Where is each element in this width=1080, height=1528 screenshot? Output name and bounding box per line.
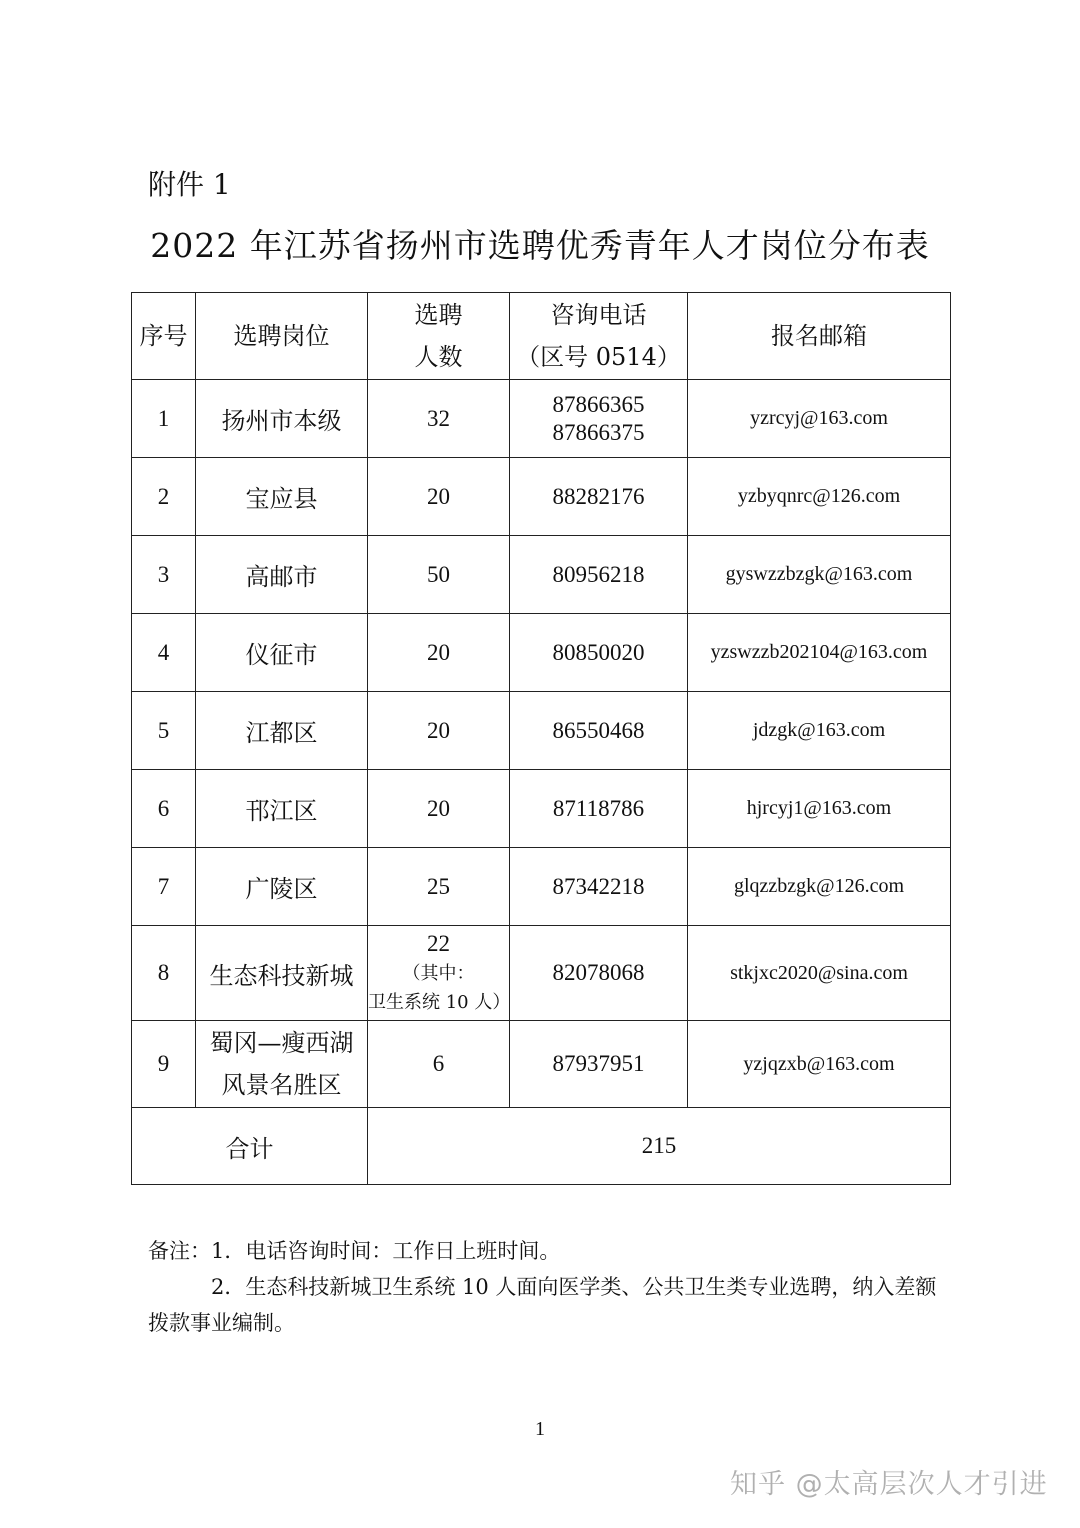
row-position: 高邮市 (196, 536, 368, 614)
position-distribution-table (131, 292, 951, 1185)
row-seq: 8 (132, 926, 196, 1021)
total-value: 215 (368, 1108, 951, 1185)
header-count-line1: 选聘 (414, 301, 463, 329)
row-seq: 9 (132, 1021, 196, 1108)
row-position (196, 1021, 368, 1108)
row-count-value: 22 (427, 931, 450, 956)
row-phone: 82078068 (510, 926, 688, 1021)
row-count: 20 (368, 614, 510, 692)
row-phone: 87937951 (510, 1021, 688, 1108)
row-email: yzswzzb202104@163.com (688, 614, 951, 692)
row-seq: 5 (132, 692, 196, 770)
row-count: 6 (368, 1021, 510, 1108)
row-seq: 6 (132, 770, 196, 848)
row-email: hjrcyj1@163.com (688, 770, 951, 848)
table-row (132, 458, 951, 536)
header-phone-line2: （区号 0514） (516, 343, 681, 371)
row-phone: 80956218 (510, 536, 688, 614)
row-count: 20 (368, 770, 510, 848)
row-email: stkjxc2020@sina.com (688, 926, 951, 1021)
row-count: 20 (368, 458, 510, 536)
attachment-label: 附件 1 (148, 168, 231, 201)
row-email: jdzgk@163.com (688, 692, 951, 770)
row-count (368, 926, 510, 1021)
watermark: 知乎 @太高层次人才引进 (730, 1469, 1048, 1500)
row-seq: 4 (132, 614, 196, 692)
row-phone (510, 380, 688, 458)
row-position: 邗江区 (196, 770, 368, 848)
row-phone-line2: 87866375 (552, 419, 645, 445)
total-label: 合计 (132, 1108, 368, 1185)
table-row (132, 614, 951, 692)
row-seq: 7 (132, 848, 196, 926)
row-email: yzjqzxb@163.com (688, 1021, 951, 1108)
table-row (132, 380, 951, 458)
table-row (132, 692, 951, 770)
note-line-2: 2．生态科技新城卫生系统 10 人面向医学类、公共卫生类专业选聘，纳入差额拨款事业编制。 (148, 1275, 937, 1335)
row-count: 32 (368, 380, 510, 458)
row-count-note-line1: （其中： (402, 963, 475, 984)
row-email: yzbyqnrc@126.com (688, 458, 951, 536)
row-position: 扬州市本级 (196, 380, 368, 458)
header-phone (510, 293, 688, 380)
notes (148, 1233, 938, 1341)
row-position-line1: 蜀冈—瘦西湖 (209, 1029, 354, 1057)
document-title: 2022 年江苏省扬州市选聘优秀青年人才岗位分布表 (150, 226, 930, 265)
row-email: gyswzzbzgk@163.com (688, 536, 951, 614)
row-email: glqzzbzgk@126.com (688, 848, 951, 926)
row-position: 仪征市 (196, 614, 368, 692)
note-line-1: 备注：1．电话咨询时间：工作日上班时间。 (148, 1239, 561, 1263)
row-phone: 86550468 (510, 692, 688, 770)
row-seq: 2 (132, 458, 196, 536)
table-row (132, 848, 951, 926)
row-phone: 87118786 (510, 770, 688, 848)
header-seq: 序号 (132, 293, 196, 380)
row-position: 广陵区 (196, 848, 368, 926)
row-position: 生态科技新城 (196, 926, 368, 1021)
row-phone: 88282176 (510, 458, 688, 536)
table-header-row (132, 293, 951, 380)
row-phone: 80850020 (510, 614, 688, 692)
table-total-row (132, 1108, 951, 1185)
row-phone: 87342218 (510, 848, 688, 926)
table-row (132, 770, 951, 848)
table-row (132, 536, 951, 614)
row-seq: 3 (132, 536, 196, 614)
page-number: 1 (535, 1418, 545, 1440)
header-count-line2: 人数 (414, 343, 463, 371)
row-position: 宝应县 (196, 458, 368, 536)
header-phone-line1: 咨询电话 (550, 301, 647, 329)
header-position: 选聘岗位 (196, 293, 368, 380)
row-email: yzrcyj@163.com (688, 380, 951, 458)
row-count-note-line2: 卫生系统 10 人） (368, 992, 511, 1013)
row-phone-line1: 87866365 (552, 391, 645, 417)
header-count (368, 293, 510, 380)
row-count: 50 (368, 536, 510, 614)
row-count: 25 (368, 848, 510, 926)
table-row (132, 1021, 951, 1108)
table-row (132, 926, 951, 1021)
header-email: 报名邮箱 (688, 293, 951, 380)
row-count: 20 (368, 692, 510, 770)
row-position: 江都区 (196, 692, 368, 770)
row-position-line2: 风景名胜区 (221, 1071, 342, 1099)
row-seq: 1 (132, 380, 196, 458)
